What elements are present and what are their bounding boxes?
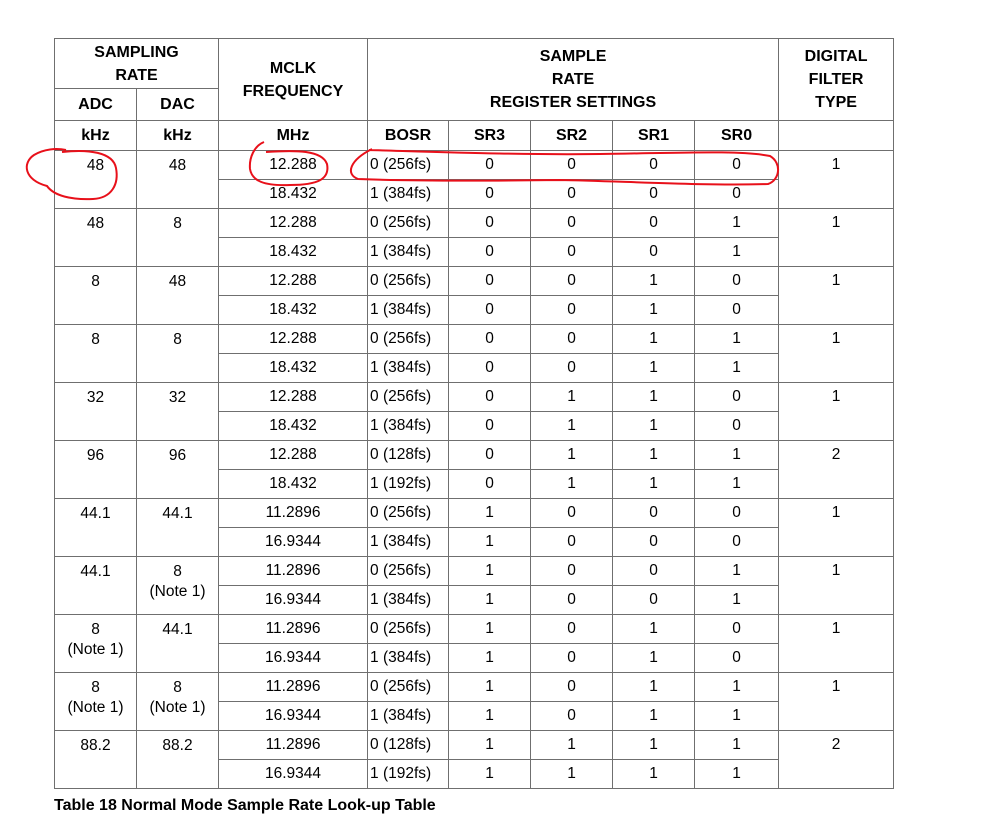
sr0-cell: 0 <box>695 528 779 557</box>
sr2-cell: 0 <box>531 209 613 238</box>
filter-type-cell: 1 <box>779 499 894 557</box>
table-row <box>55 209 894 238</box>
sampling-rate-header: SAMPLING RATE <box>55 39 219 89</box>
sr2-cell: 0 <box>531 267 613 296</box>
sr0-cell: 1 <box>695 470 779 499</box>
sr1-cell: 0 <box>613 557 695 586</box>
sr2-cell: 1 <box>531 383 613 412</box>
dac-rate-cell: 44.1 <box>137 499 219 557</box>
bosr-cell: 0 (256fs) <box>368 209 449 238</box>
sr1-cell: 1 <box>613 760 695 789</box>
sr3-cell: 0 <box>449 238 531 267</box>
sr0-cell: 0 <box>695 267 779 296</box>
sr1-cell: 1 <box>613 296 695 325</box>
bosr-header: BOSR <box>368 121 449 151</box>
sr1-cell: 1 <box>613 441 695 470</box>
sr2-cell: 1 <box>531 412 613 441</box>
mclk-cell: 12.288 <box>219 441 368 470</box>
sr0-cell: 1 <box>695 557 779 586</box>
sr1-cell: 0 <box>613 180 695 209</box>
adc-rate-cell: 8 <box>55 267 137 325</box>
table-row <box>55 325 894 354</box>
mclk-cell: 18.432 <box>219 354 368 383</box>
dac-rate-cell: 8 <box>137 209 219 267</box>
sr3-cell: 1 <box>449 615 531 644</box>
mclk-cell: 12.288 <box>219 325 368 354</box>
bosr-cell: 1 (384fs) <box>368 586 449 615</box>
sr3-cell: 1 <box>449 528 531 557</box>
bosr-cell: 0 (256fs) <box>368 325 449 354</box>
sr3-cell: 0 <box>449 151 531 180</box>
sr1-cell: 1 <box>613 470 695 499</box>
bosr-cell: 0 (256fs) <box>368 383 449 412</box>
bosr-cell: 0 (256fs) <box>368 151 449 180</box>
table-row <box>55 499 894 528</box>
sr0-cell: 1 <box>695 673 779 702</box>
mclk-cell: 12.288 <box>219 267 368 296</box>
sr0-cell: 0 <box>695 383 779 412</box>
bosr-cell: 1 (384fs) <box>368 354 449 383</box>
dac-rate-cell: 48 <box>137 267 219 325</box>
adc-unit-header: kHz <box>55 121 137 151</box>
adc-rate-cell: 88.2 <box>55 731 137 789</box>
sr1-cell: 1 <box>613 644 695 673</box>
mclk-cell: 12.288 <box>219 383 368 412</box>
bosr-cell: 1 (384fs) <box>368 238 449 267</box>
dac-rate-cell: 48 <box>137 151 219 209</box>
bosr-cell: 0 (256fs) <box>368 499 449 528</box>
sr0-cell: 1 <box>695 441 779 470</box>
sr3-cell: 1 <box>449 499 531 528</box>
sr1-cell: 1 <box>613 702 695 731</box>
filter-type-cell: 1 <box>779 209 894 267</box>
bosr-cell: 1 (384fs) <box>368 412 449 441</box>
dac-unit-header: kHz <box>137 121 219 151</box>
sr3-cell: 0 <box>449 296 531 325</box>
mclk-frequency-header: MCLK FREQUENCY <box>219 39 368 121</box>
sr1-cell: 1 <box>613 267 695 296</box>
table-row <box>55 383 894 412</box>
adc-rate-cell: 32 <box>55 383 137 441</box>
filter-type-cell: 1 <box>779 673 894 731</box>
sr3-cell: 1 <box>449 557 531 586</box>
table-row <box>55 557 894 586</box>
sr2-cell: 1 <box>531 731 613 760</box>
dac-rate-cell: 88.2 <box>137 731 219 789</box>
sr2-cell: 0 <box>531 296 613 325</box>
filter-type-cell: 1 <box>779 383 894 441</box>
table-caption: Table 18 Normal Mode Sample Rate Look-up Table <box>54 797 436 814</box>
sr3-header: SR3 <box>449 121 531 151</box>
sr1-cell: 1 <box>613 412 695 441</box>
sr1-cell: 0 <box>613 586 695 615</box>
filter-type-cell: 2 <box>779 731 894 789</box>
adc-rate-cell: 8 (Note 1) <box>55 673 137 731</box>
mclk-cell: 18.432 <box>219 470 368 499</box>
sr2-cell: 0 <box>531 557 613 586</box>
sr2-cell: 0 <box>531 702 613 731</box>
sr1-cell: 0 <box>613 238 695 267</box>
sr2-cell: 0 <box>531 238 613 267</box>
dac-rate-cell: 8 <box>137 325 219 383</box>
sr1-cell: 1 <box>613 673 695 702</box>
bosr-cell: 0 (128fs) <box>368 441 449 470</box>
filter-type-cell: 2 <box>779 441 894 499</box>
filter-type-cell: 1 <box>779 557 894 615</box>
sr3-cell: 0 <box>449 470 531 499</box>
digital-filter-type-header: DIGITAL FILTER TYPE <box>779 39 894 121</box>
mclk-cell: 18.432 <box>219 238 368 267</box>
mclk-unit-header: MHz <box>219 121 368 151</box>
bosr-cell: 0 (256fs) <box>368 267 449 296</box>
sr1-cell: 1 <box>613 325 695 354</box>
filter-type-cell: 1 <box>779 325 894 383</box>
sr3-cell: 0 <box>449 412 531 441</box>
sr0-cell: 1 <box>695 238 779 267</box>
bosr-cell: 1 (384fs) <box>368 180 449 209</box>
sample-rate-register-header: SAMPLE RATE REGISTER SETTINGS <box>368 39 779 121</box>
sr1-cell: 1 <box>613 354 695 383</box>
sr0-cell: 0 <box>695 151 779 180</box>
filter-unit-header <box>779 121 894 151</box>
sr2-cell: 0 <box>531 673 613 702</box>
table-row <box>55 673 894 702</box>
table-row <box>55 731 894 760</box>
mclk-cell: 11.2896 <box>219 615 368 644</box>
mclk-cell: 18.432 <box>219 296 368 325</box>
dac-header: DAC <box>137 89 219 121</box>
mclk-cell: 18.432 <box>219 412 368 441</box>
sr2-cell: 0 <box>531 615 613 644</box>
sr2-cell: 0 <box>531 499 613 528</box>
sr0-header: SR0 <box>695 121 779 151</box>
adc-rate-cell: 44.1 <box>55 499 137 557</box>
sr3-cell: 0 <box>449 441 531 470</box>
table-row <box>55 267 894 296</box>
sr0-cell: 1 <box>695 325 779 354</box>
bosr-cell: 0 (256fs) <box>368 557 449 586</box>
sr0-cell: 1 <box>695 586 779 615</box>
sr1-header: SR1 <box>613 121 695 151</box>
adc-header: ADC <box>55 89 137 121</box>
sr3-cell: 0 <box>449 383 531 412</box>
mclk-cell: 12.288 <box>219 209 368 238</box>
adc-rate-cell: 48 <box>55 151 137 209</box>
filter-type-cell: 1 <box>779 267 894 325</box>
dac-rate-cell: 32 <box>137 383 219 441</box>
mclk-cell: 16.9344 <box>219 586 368 615</box>
bosr-cell: 1 (192fs) <box>368 760 449 789</box>
sr2-cell: 0 <box>531 325 613 354</box>
sr2-cell: 1 <box>531 441 613 470</box>
bosr-cell: 1 (384fs) <box>368 644 449 673</box>
sr0-cell: 0 <box>695 296 779 325</box>
sr0-cell: 1 <box>695 760 779 789</box>
dac-rate-cell: 8 (Note 1) <box>137 673 219 731</box>
mclk-cell: 16.9344 <box>219 644 368 673</box>
sr0-cell: 1 <box>695 354 779 383</box>
bosr-cell: 1 (384fs) <box>368 702 449 731</box>
mclk-cell: 16.9344 <box>219 760 368 789</box>
adc-rate-cell: 8 (Note 1) <box>55 615 137 673</box>
sr2-cell: 0 <box>531 644 613 673</box>
dac-rate-cell: 44.1 <box>137 615 219 673</box>
table-row <box>55 151 894 180</box>
sr2-cell: 0 <box>531 586 613 615</box>
sr0-cell: 0 <box>695 499 779 528</box>
sr0-cell: 1 <box>695 702 779 731</box>
sr3-cell: 1 <box>449 731 531 760</box>
bosr-cell: 0 (256fs) <box>368 615 449 644</box>
sr2-cell: 1 <box>531 470 613 499</box>
sr0-cell: 0 <box>695 180 779 209</box>
sr1-cell: 0 <box>613 209 695 238</box>
sr1-cell: 1 <box>613 615 695 644</box>
sr3-cell: 0 <box>449 180 531 209</box>
sr2-cell: 0 <box>531 528 613 557</box>
sr1-cell: 0 <box>613 528 695 557</box>
sr3-cell: 0 <box>449 354 531 383</box>
mclk-cell: 11.2896 <box>219 557 368 586</box>
adc-rate-cell: 48 <box>55 209 137 267</box>
sr2-cell: 0 <box>531 180 613 209</box>
mclk-cell: 11.2896 <box>219 673 368 702</box>
sr2-cell: 1 <box>531 760 613 789</box>
mclk-cell: 16.9344 <box>219 528 368 557</box>
sr3-cell: 1 <box>449 760 531 789</box>
sr0-cell: 0 <box>695 412 779 441</box>
table-row <box>55 615 894 644</box>
sr2-cell: 0 <box>531 151 613 180</box>
bosr-cell: 1 (384fs) <box>368 528 449 557</box>
dac-rate-cell: 8 (Note 1) <box>137 557 219 615</box>
dac-rate-cell: 96 <box>137 441 219 499</box>
sr1-cell: 0 <box>613 499 695 528</box>
sr1-cell: 1 <box>613 383 695 412</box>
bosr-cell: 1 (192fs) <box>368 470 449 499</box>
sr2-header: SR2 <box>531 121 613 151</box>
adc-rate-cell: 96 <box>55 441 137 499</box>
bosr-cell: 0 (128fs) <box>368 731 449 760</box>
sr0-cell: 1 <box>695 731 779 760</box>
sr3-cell: 1 <box>449 644 531 673</box>
bosr-cell: 1 (384fs) <box>368 296 449 325</box>
sr3-cell: 1 <box>449 702 531 731</box>
filter-type-cell: 1 <box>779 151 894 209</box>
sr3-cell: 0 <box>449 267 531 296</box>
sr3-cell: 1 <box>449 586 531 615</box>
table-row <box>55 441 894 470</box>
sr1-cell: 0 <box>613 151 695 180</box>
sr0-cell: 1 <box>695 209 779 238</box>
filter-type-cell: 1 <box>779 615 894 673</box>
adc-rate-cell: 44.1 <box>55 557 137 615</box>
adc-rate-cell: 8 <box>55 325 137 383</box>
mclk-cell: 11.2896 <box>219 731 368 760</box>
sr2-cell: 0 <box>531 354 613 383</box>
sr0-cell: 0 <box>695 644 779 673</box>
sr3-cell: 0 <box>449 209 531 238</box>
mclk-cell: 18.432 <box>219 180 368 209</box>
sr3-cell: 1 <box>449 673 531 702</box>
mclk-cell: 12.288 <box>219 151 368 180</box>
sr0-cell: 0 <box>695 615 779 644</box>
sr3-cell: 0 <box>449 325 531 354</box>
mclk-cell: 11.2896 <box>219 499 368 528</box>
sr1-cell: 1 <box>613 731 695 760</box>
mclk-cell: 16.9344 <box>219 702 368 731</box>
sample-rate-table <box>54 38 894 789</box>
bosr-cell: 0 (256fs) <box>368 673 449 702</box>
